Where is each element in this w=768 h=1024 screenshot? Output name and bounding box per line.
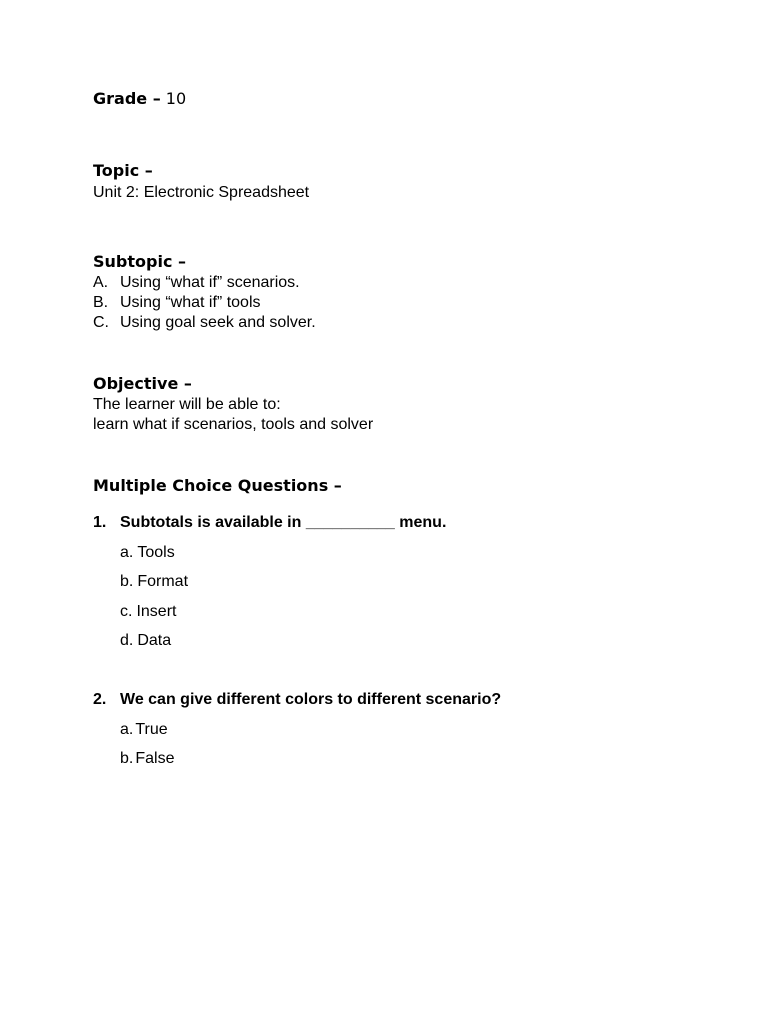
topic-text: Unit 2: Electronic Spreadsheet bbox=[93, 184, 310, 201]
grade-value: 10 bbox=[165, 89, 187, 108]
subtopic-item-text: Using “what if” scenarios. bbox=[120, 274, 300, 291]
subtopic-item-letter: C. bbox=[93, 314, 109, 331]
subtopic-item bbox=[93, 313, 693, 333]
subtopic-item-letter: A. bbox=[93, 274, 109, 291]
option-text: Data bbox=[137, 632, 172, 649]
objective-line: The learner will be able to: bbox=[93, 396, 281, 413]
objective-heading bbox=[93, 374, 693, 394]
answer-option bbox=[120, 720, 693, 740]
option-text: True bbox=[135, 720, 168, 738]
subtopic-item-text: Using goal seek and solver. bbox=[120, 314, 316, 331]
topic-label: Topic – bbox=[93, 161, 153, 180]
objective-label: Objective – bbox=[93, 374, 192, 393]
option-letter: a. bbox=[120, 543, 134, 561]
answer-option bbox=[120, 631, 693, 651]
objective-section bbox=[93, 374, 693, 435]
question-text: Subtotals is available in __________ menu. bbox=[120, 514, 447, 531]
question-number: 1. bbox=[93, 514, 107, 531]
mcq-heading bbox=[93, 476, 693, 496]
subtopic-item-text: Using “what if” tools bbox=[120, 294, 261, 311]
option-letter: d. bbox=[120, 632, 134, 649]
answer-option bbox=[120, 543, 693, 563]
subtopic-heading bbox=[93, 252, 693, 272]
topic-section bbox=[93, 161, 693, 203]
option-letter: b. bbox=[120, 573, 134, 590]
mcq-label: Multiple Choice Questions – bbox=[93, 476, 342, 495]
question-2 bbox=[93, 690, 693, 769]
question-1 bbox=[93, 513, 693, 651]
answer-option bbox=[120, 749, 693, 769]
option-letter: b. bbox=[120, 750, 134, 767]
option-letter: a. bbox=[120, 720, 134, 738]
answer-option bbox=[120, 602, 693, 622]
option-text: False bbox=[135, 750, 175, 767]
option-text: Insert bbox=[136, 602, 177, 620]
answer-option bbox=[120, 572, 693, 592]
question-text-row bbox=[93, 690, 693, 710]
option-letter: c. bbox=[120, 602, 133, 620]
objective-line: learn what if scenarios, tools and solver bbox=[93, 416, 374, 433]
question-text-row bbox=[93, 513, 693, 533]
topic-heading bbox=[93, 161, 693, 181]
subtopic-item bbox=[93, 273, 693, 293]
question-text: We can give different colors to different scenario? bbox=[120, 691, 502, 708]
question-number: 2. bbox=[93, 691, 107, 708]
option-text: Format bbox=[137, 573, 189, 590]
option-text: Tools bbox=[137, 543, 175, 561]
subtopic-item-letter: B. bbox=[93, 294, 109, 311]
subtopic-label: Subtopic – bbox=[93, 252, 186, 271]
subtopic-item bbox=[93, 293, 693, 313]
grade-line bbox=[93, 89, 693, 109]
subtopic-section bbox=[93, 252, 693, 333]
grade-label: Grade – bbox=[93, 89, 161, 108]
